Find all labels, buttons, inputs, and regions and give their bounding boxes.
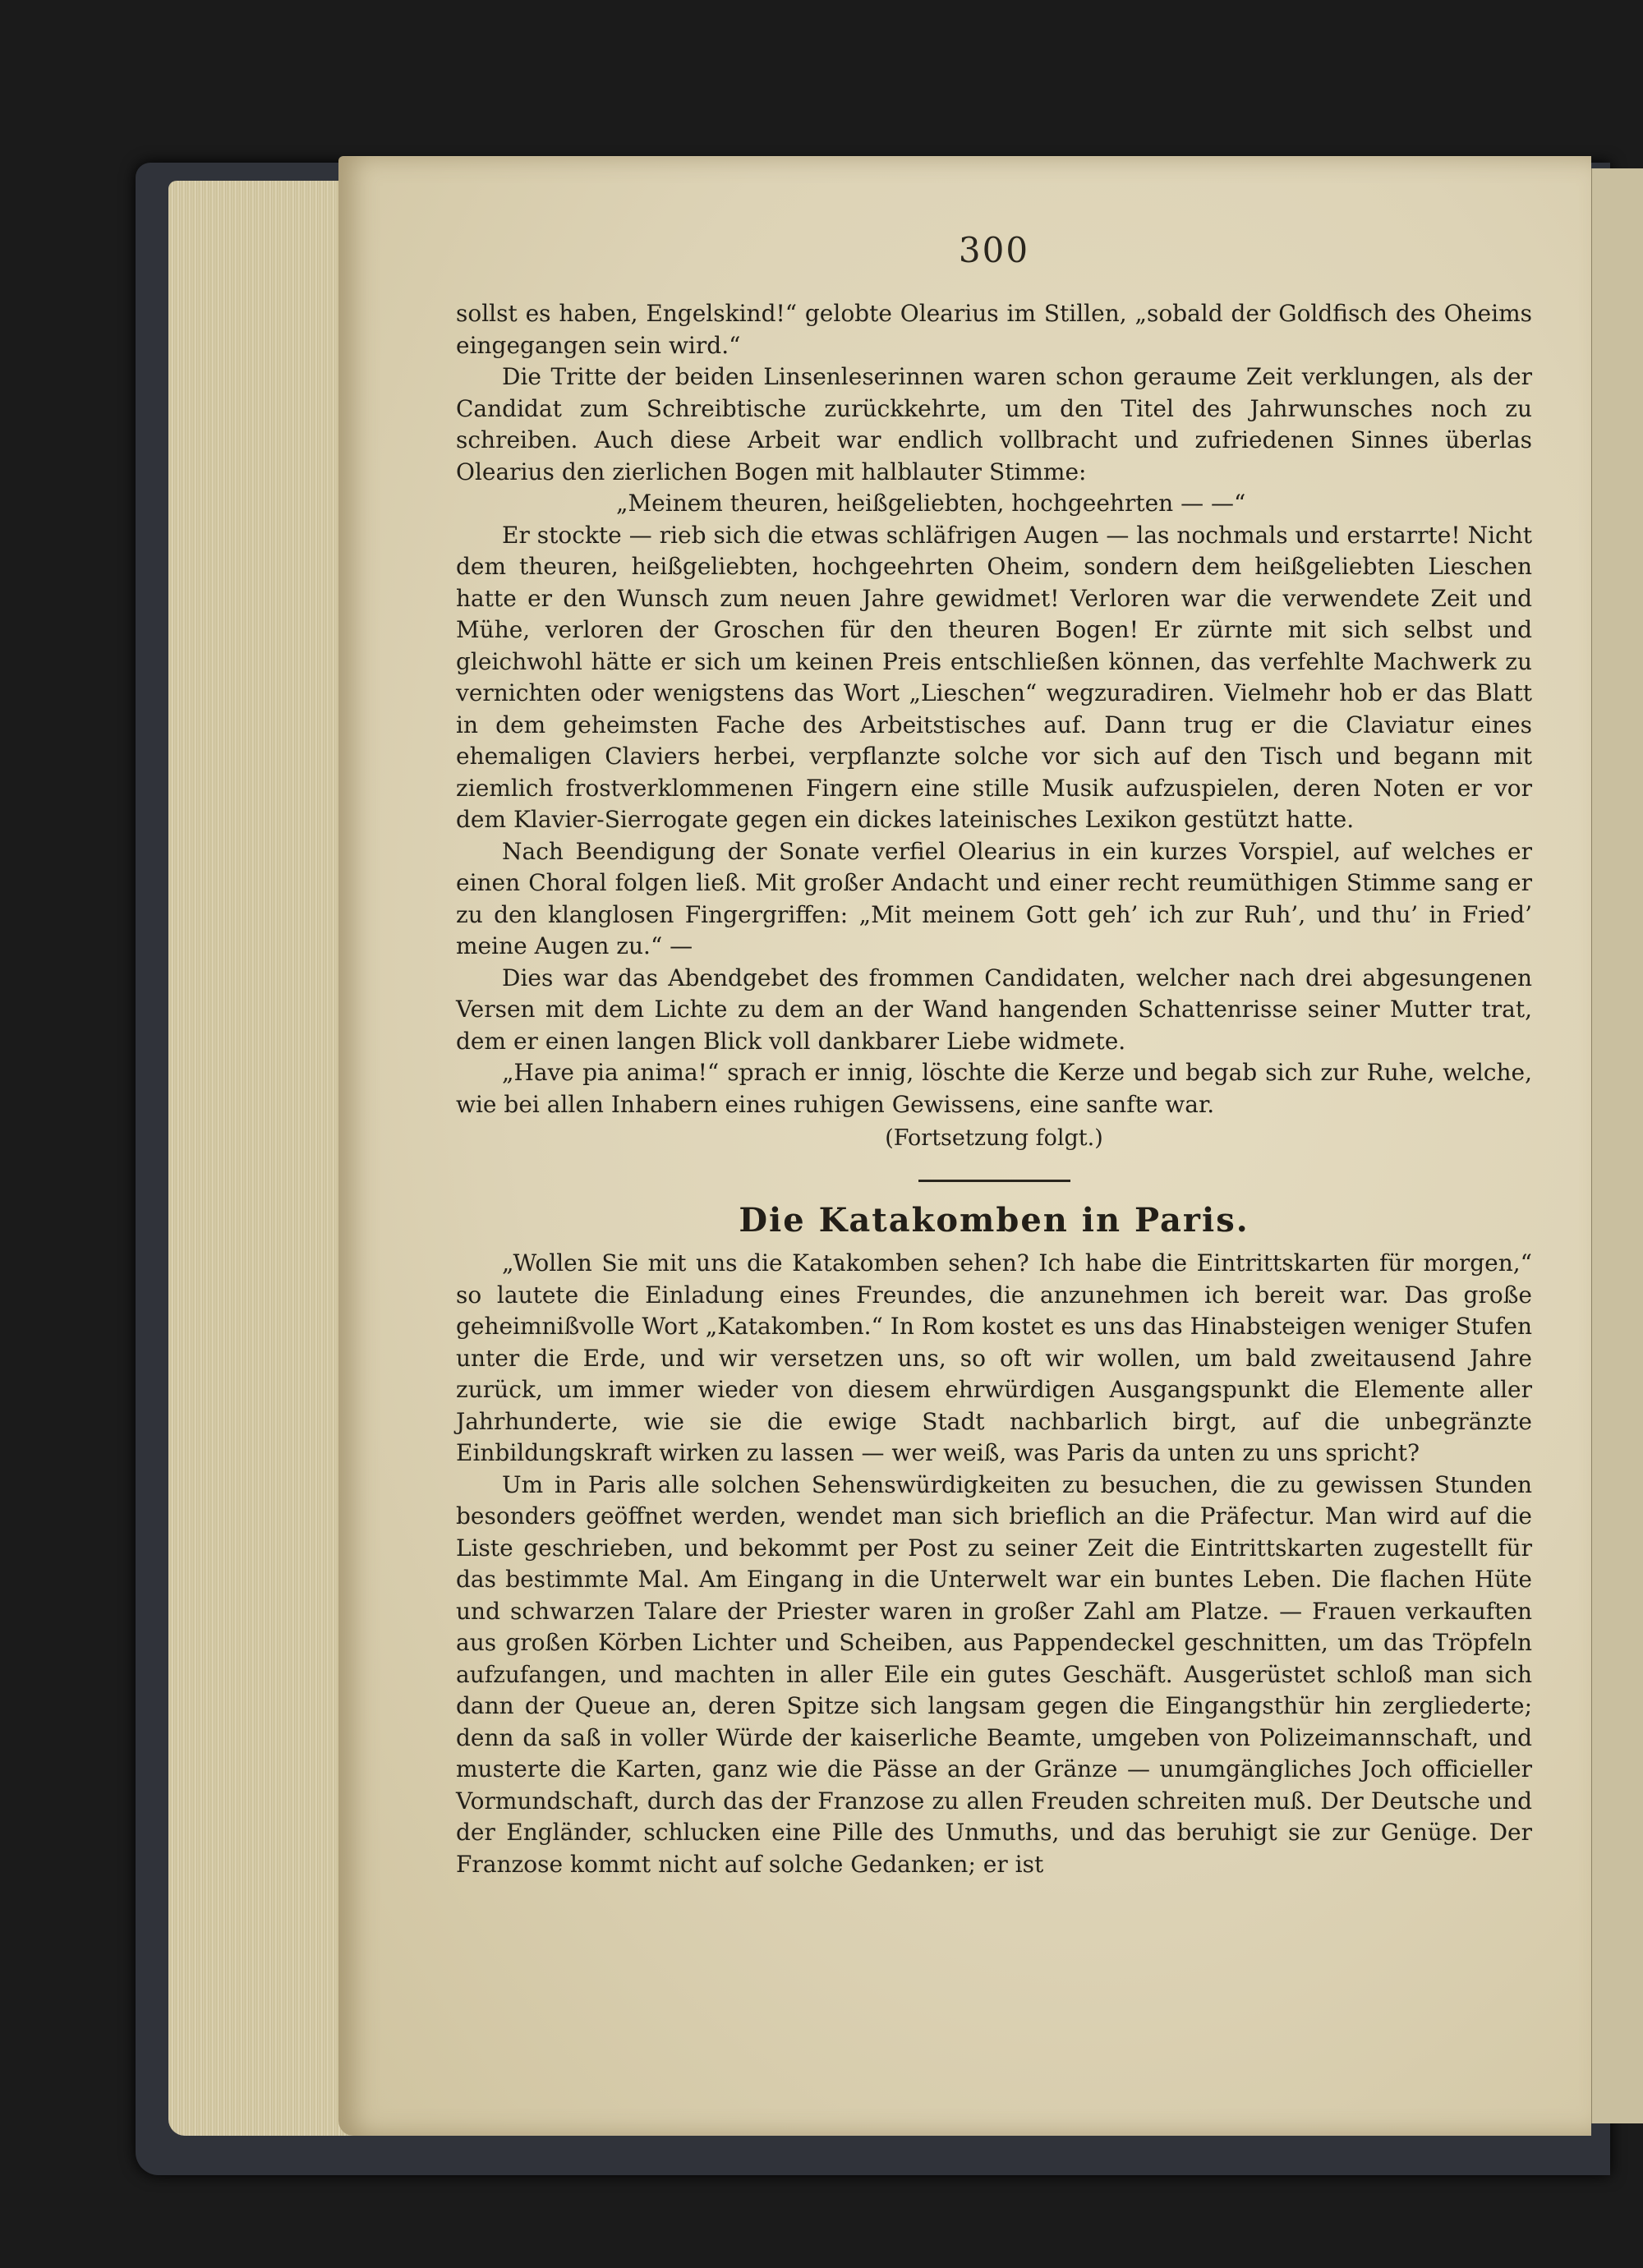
page-edges [168, 181, 357, 2136]
paragraph: „Wollen Sie mit uns die Katakomben sehen? Ich habe die Eintrittskarten für morgen,“ so lautete die Einladung eines Freundes, die anzunehmen ich bereit war. Das große geheimnißvolle Wort „Katakomben.“ In Rom kostet es uns das Hinabsteigen weniger Stufen unter die Erde, und wir versetzen uns, so oft wir wollen, um bald zweitausend Jahre zurück, um immer wieder von diesem ehrwürdigen Ausgangspunkt die Elemente aller Jahrhunderte, wie sie die ewige Stadt nachbarlich birgt, auf die unbegränzte Einbildungskraft wirken zu lassen — wer weiß, was Paris da unten zu uns spricht? [456, 1249, 1532, 1466]
paragraph: Die Tritte der beiden Linsenleserinnen waren schon geraume Zeit verklungen, als der Candidat zum Schreibtische zurückkehrte, um den Titel des Jahrwunsches noch zu schreiben. Auch diese Arbeit war endlich vollbracht und zufriedenen Sinnes überlas Olearius den zierlichen Bogen mit halblauter Stimme: [456, 363, 1532, 485]
quoted-line: „Meinem theuren, heißgeliebten, hochgeehrten — —“ [616, 490, 1246, 517]
paragraph: Nach Beendigung der Sonate verfiel Olearius in ein kurzes Vorspiel, auf welches er einen Choral folgen ließ. Mit großer Andacht und einer recht reumüthigen Stimme sang er zu den klanglosen Fingergriffen: „Mit meinem Gott geh’ ich zur Ruh’, und thu’ in Fried’ meine Augen zu.“ — [456, 837, 1532, 959]
continued-note: (Fortsetzung folgt.) [885, 1125, 1103, 1151]
paragraph: sollst es haben, Engelskind!“ gelobte Olearius im Stillen, „sobald der Goldfisch des Oheims eingegangen sein wird.“ [456, 300, 1532, 359]
paragraph: Dies war das Abendgebet des frommen Candidaten, welcher nach drei abgesungenen Versen mit dem Lichte zu dem an der Wand hangenden Schattenrisse seiner Mutter trat, dem er einen langen Blick voll dankbarer Liebe widmete. [456, 964, 1532, 1055]
page-number: 300 [958, 230, 1030, 270]
section-divider [918, 1180, 1070, 1182]
adjacent-page-edge [1590, 168, 1643, 2123]
paragraph: „Have pia anima!“ sprach er innig, löschte die Kerze und begab sich zur Ruhe, welche, wie bei allen Inhabern eines ruhigen Gewissens, eine sanfte war. [456, 1059, 1532, 1118]
page-content [456, 230, 1532, 1880]
article-title: Die Katakomben in Paris. [739, 1201, 1250, 1240]
paragraph: Um in Paris alle solchen Sehenswürdigkeiten zu besuchen, die zu gewissen Stunden besonders geöffnet werden, wendet man sich brieflich an die Präfectur. Man wird auf die Liste geschrieben, und bekommt per Post zu seiner Zeit die Eintrittskarten zugestellt für das bestimmte Mal. Am Eingang in die Unterwelt war ein buntes Leben. Die flachen Hüte und schwarzen Talare der Priester waren in großer Zahl am Platze. — Frauen verkauften aus großen Körben Lichter und Scheiben, aus Pappendeckel geschnitten, um das Tröpfeln aufzufangen, und machten in aller Eile ein gutes Geschäft. Ausgerüstet schloß man sich dann der Queue an, deren Spitze sich langsam gegen die Eingangsthür hin zergliederte; denn da saß in voller Würde der kaiserliche Beamte, umgeben von Polizeimannschaft, und musterte die Karten, ganz wie die Pässe an der Gränze — unumgängliches Joch officieller Vormundschaft, durch das der Franzose zu allen Freuden schreiten muß. Der Deutsche und der Engländer, schlucken eine Pille des Unmuths, und das beruhigt sie zur Genüge. Der Franzose kommt nicht auf solche Gedanken; er ist [456, 1470, 1532, 1878]
paragraph: Er stockte — rieb sich die etwas schläfrigen Augen — las nochmals und erstarrte! Nicht dem theuren, heißgeliebten, hochgeehrten Oheim, sondern dem heißgeliebten Lieschen hatte er den Wunsch zum neuen Jahre gewidmet! Verloren war die verwendete Zeit und Mühe, verloren der Groschen für den theuren Bogen! Er zürnte mit sich selbst und gleichwohl hätte er sich um keinen Preis entschließen können, das verfehlte Machwerk zu vernichten oder wenigstens das Wort „Lieschen“ wegzuradiren. Vielmehr hob er das Blatt in dem geheimsten Fache des Arbeitstisches auf. Dann trug er die Claviatur eines ehemaligen Claviers herbei, verpflanzte solche vor sich auf den Tisch und begann mit ziemlich frostverklommenen Fingern eine stille Musik aufzuspielen, deren Noten er vor dem Klavier-Sierrogate gegen ein dickes lateinisches Lexikon gestützt hatte. [456, 521, 1532, 833]
